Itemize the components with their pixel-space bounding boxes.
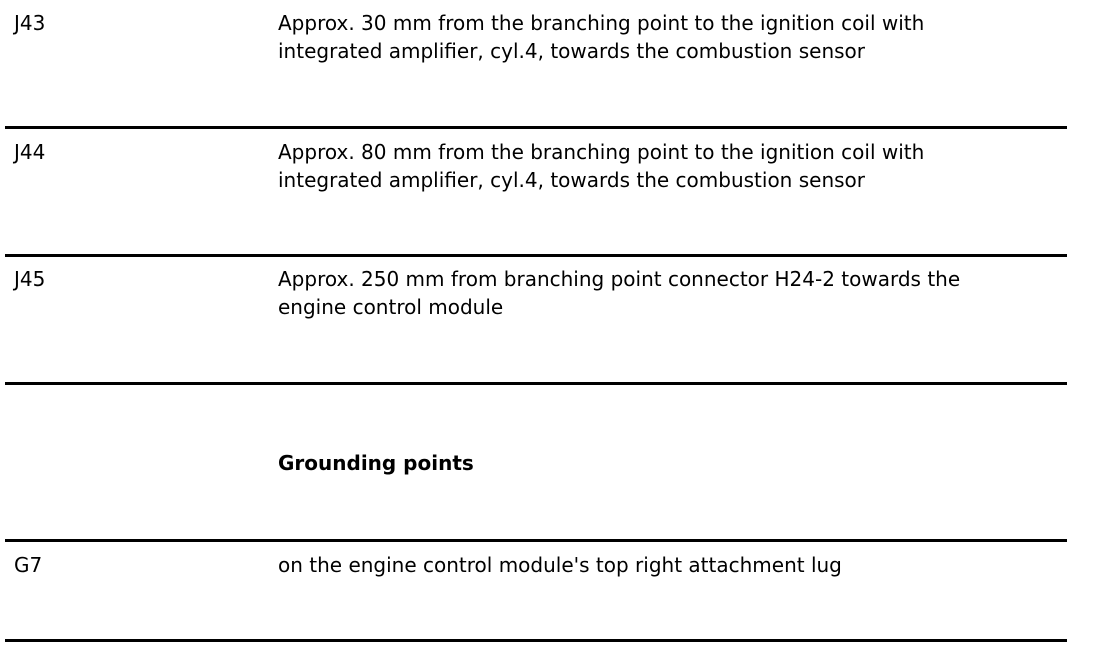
- row-code: J44: [14, 140, 46, 164]
- row-description: Approx. 250 mm from branching point connector H24-2 towards the engine control module: [278, 267, 961, 319]
- row-description: Approx. 80 mm from the branching point to the ignition coil with integrated amplifier, cyl.4, towards the combustion sensor: [278, 140, 925, 192]
- row-description: Approx. 30 mm from the branching point to the ignition coil with integrated amplifier, cyl.4, towards the combustion sensor: [278, 11, 925, 63]
- row-description: on the engine control module's top right attachment lug: [278, 553, 842, 577]
- row-code: J43: [14, 11, 46, 35]
- row-divider: [5, 254, 1067, 257]
- row-code: G7: [14, 553, 43, 577]
- row-divider: [5, 539, 1067, 542]
- section-heading: Grounding points: [278, 451, 474, 475]
- row-divider: [5, 639, 1067, 642]
- row-code: J45: [14, 267, 46, 291]
- row-divider: [5, 126, 1067, 129]
- section-divider: [5, 382, 1067, 385]
